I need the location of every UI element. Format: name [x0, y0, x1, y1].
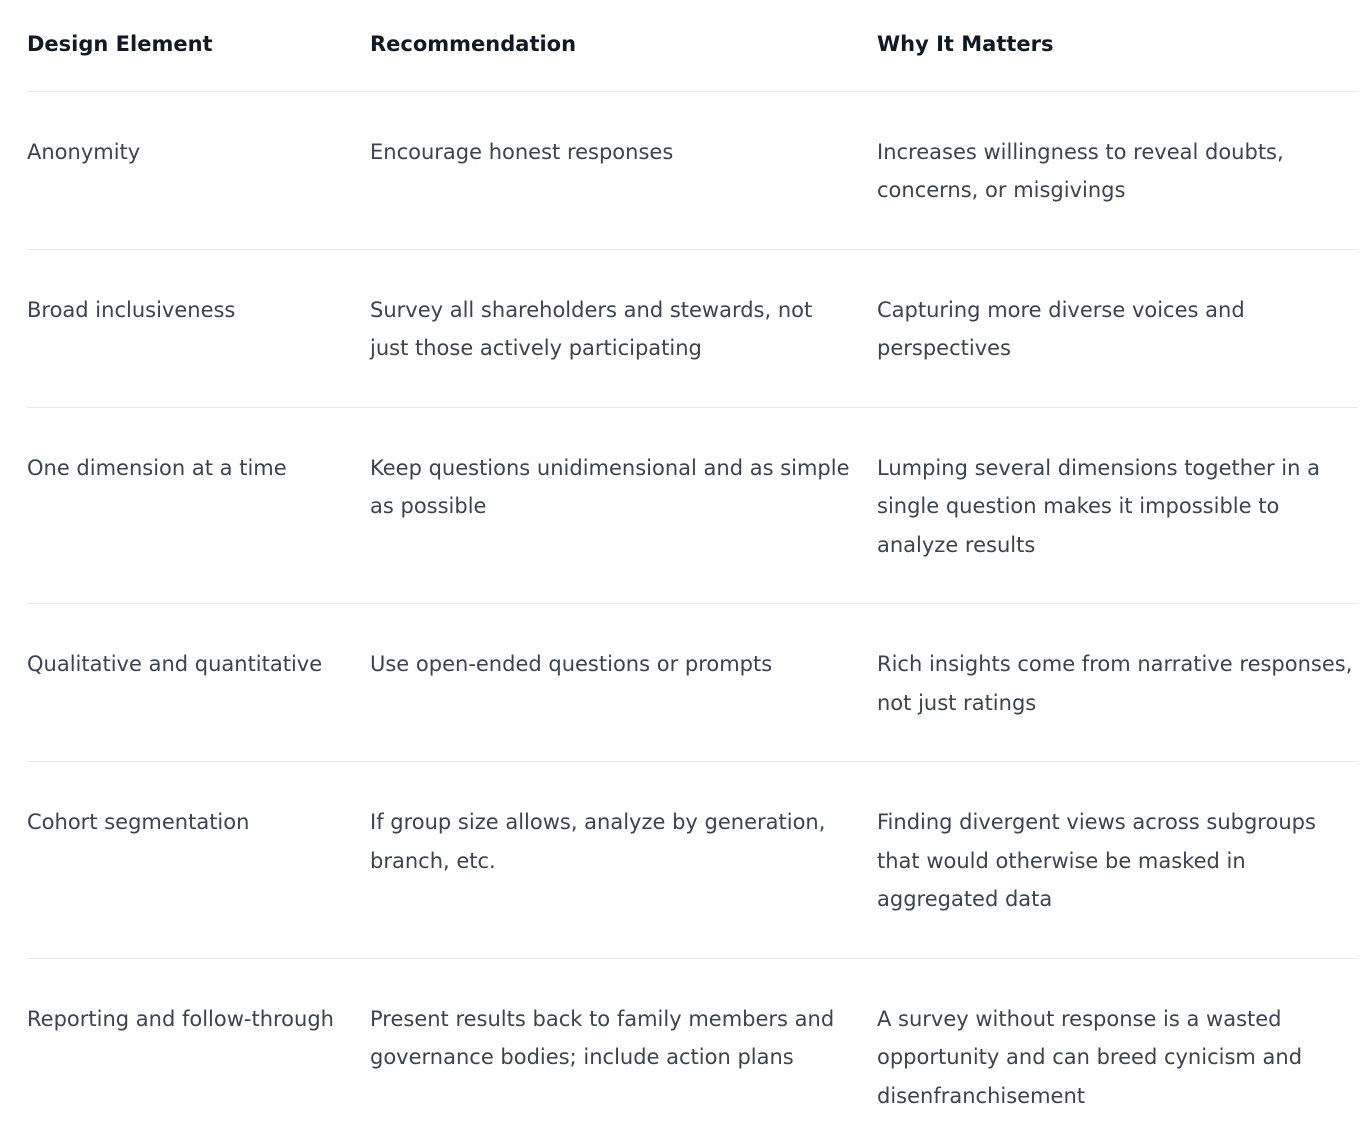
cell-why-it-matters: Finding divergent views across subgroups that would otherwise be masked in aggregated data: [877, 762, 1358, 959]
cell-design-element: Anonymity: [27, 91, 370, 249]
cell-why-it-matters: Rich insights come from narrative responses, not just ratings: [877, 604, 1358, 762]
cell-design-element: Reporting and follow-through: [27, 1006, 334, 1031]
table-row: [27, 958, 1358, 1127]
header-recommendation: Recommendation: [370, 0, 877, 91]
cell-design-element: One dimension at a time: [27, 407, 370, 604]
cell-recommendation: Present results back to family members and governance bodies; include action plans: [370, 1006, 835, 1069]
survey-design-table-container: [27, 0, 1358, 1127]
table-row: [27, 762, 1358, 959]
cell-recommendation: Survey all shareholders and stewards, not just those actively participating: [370, 249, 877, 407]
cell-why-it-matters: A survey without response is a wasted opportunity and can breed cynicism and disenfranchisement: [877, 1006, 1303, 1108]
header-design-element: Design Element: [27, 0, 370, 91]
table-header: [27, 0, 1358, 91]
cell-why-it-matters: Capturing more diverse voices and perspectives: [877, 249, 1358, 407]
cell-recommendation: Encourage honest responses: [370, 91, 877, 249]
cell-recommendation: Use open-ended questions or prompts: [370, 604, 877, 762]
cell-why-it-matters: Lumping several dimensions together in a single question makes it impossible to analyze results: [877, 407, 1358, 604]
header-why-it-matters: Why It Matters: [877, 0, 1358, 91]
header-row: [27, 0, 1358, 91]
table-row: [27, 91, 1358, 249]
table-row: [27, 604, 1358, 762]
cell-design-element: Cohort segmentation: [27, 762, 370, 959]
cell-recommendation: If group size allows, analyze by generation, branch, etc.: [370, 762, 877, 959]
table-row: [27, 407, 1358, 604]
table-row: [27, 249, 1358, 407]
table-body: [27, 91, 1358, 1127]
cell-why-it-matters: Increases willingness to reveal doubts, concerns, or misgivings: [877, 91, 1358, 249]
cell-recommendation: Keep questions unidimensional and as simple as possible: [370, 407, 877, 604]
cell-design-element: Broad inclusiveness: [27, 249, 370, 407]
survey-design-table: [27, 0, 1358, 1127]
cell-design-element: Qualitative and quantitative: [27, 604, 370, 762]
